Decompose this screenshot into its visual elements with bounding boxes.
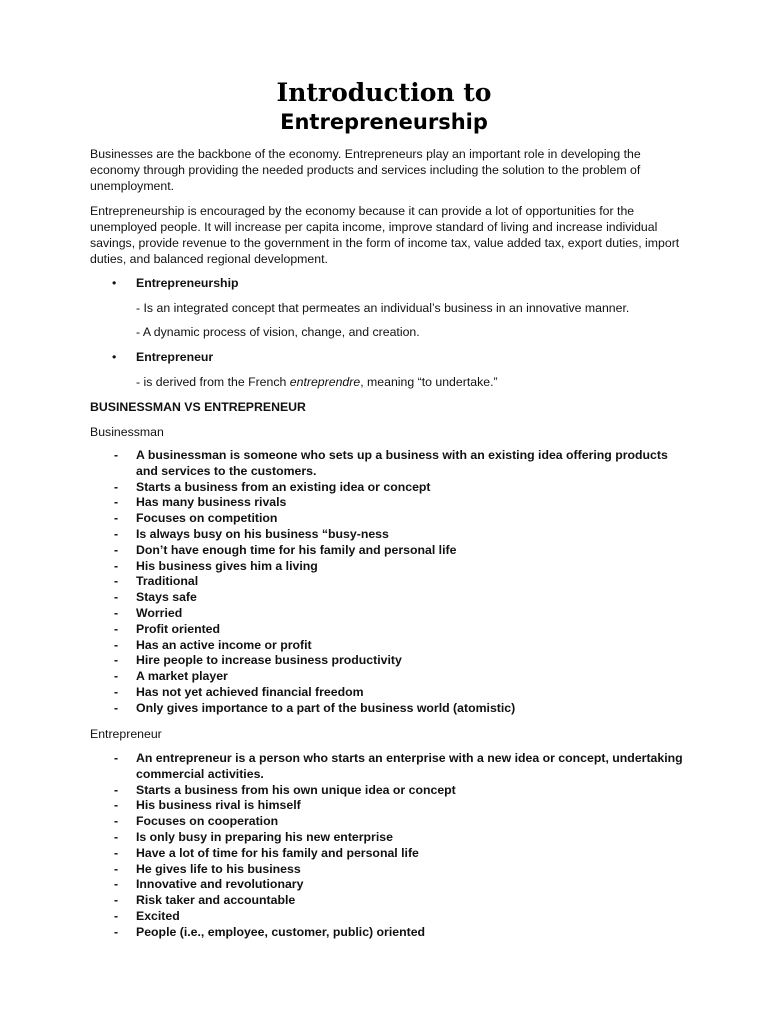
dash-bullet-icon: - bbox=[114, 542, 119, 557]
dash-bullet-icon: - bbox=[114, 751, 119, 765]
dash-bullet-icon: - bbox=[114, 684, 119, 699]
list-item-text: Profit oriented bbox=[136, 621, 221, 636]
list-item bbox=[0, 480, 768, 496]
definition-suffix: , meaning “to undertake.” bbox=[360, 375, 498, 389]
dash-bullet-icon: - bbox=[114, 495, 119, 510]
list-item-text: Stays safe bbox=[136, 590, 197, 605]
list-item-text: Has an active income or profit bbox=[136, 637, 312, 652]
list-item bbox=[0, 701, 768, 717]
list-item bbox=[0, 925, 768, 941]
list-item-text: Hire people to increase business productivity bbox=[136, 653, 402, 668]
list-item-text: Traditional bbox=[136, 574, 199, 589]
businessman-list bbox=[0, 448, 768, 717]
definition-entrepreneur bbox=[112, 349, 213, 365]
list-item-text: Worried bbox=[136, 605, 183, 620]
bullet-icon: • bbox=[112, 350, 117, 364]
dash-bullet-icon: - bbox=[114, 861, 119, 876]
list-item bbox=[0, 448, 768, 480]
entrepreneur-list bbox=[0, 751, 768, 941]
definition-line: - Is an integrated concept that permeates an individual’s business in an innovative manner. bbox=[136, 301, 630, 315]
definition-prefix: - is derived from the French bbox=[136, 375, 290, 389]
list-item bbox=[0, 862, 768, 878]
list-item bbox=[0, 877, 768, 893]
bullet-icon: • bbox=[112, 276, 117, 290]
list-item-text: His business rival is himself bbox=[136, 798, 301, 813]
dash-bullet-icon: - bbox=[114, 845, 119, 860]
dash-bullet-icon: - bbox=[114, 621, 119, 636]
list-item-text: Has not yet achieved financial freedom bbox=[136, 684, 364, 699]
dash-bullet-icon: - bbox=[114, 479, 119, 494]
dash-bullet-icon: - bbox=[114, 814, 119, 829]
dash-bullet-icon: - bbox=[114, 637, 119, 652]
dash-bullet-icon: - bbox=[114, 653, 119, 668]
dash-bullet-icon: - bbox=[114, 782, 119, 797]
list-item bbox=[0, 622, 768, 638]
list-item-text: Don’t have enough time for his family and personal life bbox=[136, 542, 457, 557]
dash-bullet-icon: - bbox=[114, 908, 119, 923]
definition-label: Entrepreneurship bbox=[136, 276, 239, 290]
dash-bullet-icon: - bbox=[114, 558, 119, 573]
french-term: entreprendre bbox=[289, 375, 361, 389]
list-item bbox=[0, 590, 768, 606]
list-item-text: His business gives him a living bbox=[136, 558, 318, 573]
list-item-text: Excited bbox=[136, 908, 180, 923]
comparison-heading: BUSINESSMAN VS ENTREPRENEUR bbox=[90, 400, 306, 414]
dash-bullet-icon: - bbox=[114, 526, 119, 541]
dash-bullet-icon: - bbox=[114, 829, 119, 844]
list-item bbox=[0, 751, 768, 783]
list-item-text: An entrepreneur is a person who starts an enterprise with a new idea or concept, undertaking commercial activities. bbox=[136, 751, 683, 781]
list-item-text: Focuses on cooperation bbox=[136, 814, 279, 829]
list-item-text: Focuses on competition bbox=[136, 511, 278, 526]
list-item-text: Only gives importance to a part of the business world (atomistic) bbox=[136, 700, 516, 715]
list-item bbox=[0, 495, 768, 511]
dash-bullet-icon: - bbox=[114, 700, 119, 715]
list-item bbox=[0, 814, 768, 830]
definition-entrepreneurship bbox=[112, 275, 239, 291]
dash-bullet-icon: - bbox=[114, 877, 119, 892]
list-item-text: Is always busy on his business “busy-ness bbox=[136, 526, 389, 541]
dash-bullet-icon: - bbox=[114, 798, 119, 813]
list-item bbox=[0, 893, 768, 909]
list-item bbox=[0, 783, 768, 799]
dash-bullet-icon: - bbox=[114, 605, 119, 620]
list-item-text: Innovative and revolutionary bbox=[136, 877, 304, 892]
list-item bbox=[0, 685, 768, 701]
definition-label: Entrepreneur bbox=[136, 350, 214, 364]
title-line-1: Introduction to bbox=[276, 78, 492, 107]
intro-paragraph: Businesses are the backbone of the economy. Entrepreneurs play an important role in developing the economy through providing the needed products and services including the solution to the problem of unemployment. bbox=[90, 147, 641, 193]
list-item-text: Has many business rivals bbox=[136, 495, 287, 510]
list-item bbox=[0, 669, 768, 685]
list-item-text: Risk taker and accountable bbox=[136, 893, 296, 908]
list-item bbox=[0, 638, 768, 654]
list-item bbox=[0, 798, 768, 814]
list-item bbox=[0, 559, 768, 575]
list-item bbox=[0, 830, 768, 846]
entrepreneur-heading: Entrepreneur bbox=[90, 727, 162, 741]
list-item-text: He gives life to his business bbox=[136, 861, 301, 876]
list-item bbox=[0, 909, 768, 925]
dash-bullet-icon: - bbox=[114, 924, 119, 939]
dash-bullet-icon: - bbox=[114, 511, 119, 526]
list-item-text: Have a lot of time for his family and personal life bbox=[136, 845, 419, 860]
economy-paragraph: Entrepreneurship is encouraged by the economy because it can provide a lot of opportunities for the unemployed people. It will increase per capita income, improve standard of living and increase individual savings, provide revenue to the government in the form of income tax, value added tax, export duties, import duties, and balanced regional development. bbox=[90, 204, 680, 266]
dash-bullet-icon: - bbox=[114, 590, 119, 605]
list-item-text: A market player bbox=[136, 669, 228, 684]
dash-bullet-icon: - bbox=[114, 574, 119, 589]
definition-line: - A dynamic process of vision, change, and creation. bbox=[136, 325, 420, 339]
dash-bullet-icon: - bbox=[114, 893, 119, 908]
list-item bbox=[0, 846, 768, 862]
dash-bullet-icon: - bbox=[114, 669, 119, 684]
list-item bbox=[0, 653, 768, 669]
list-item bbox=[0, 527, 768, 543]
definition-line bbox=[136, 374, 498, 390]
list-item-text: A businessman is someone who sets up a business with an existing idea offering products and services to the customers. bbox=[136, 448, 668, 478]
list-item bbox=[0, 543, 768, 559]
list-item-text: Is only busy in preparing his new enterprise bbox=[136, 829, 393, 844]
list-item bbox=[0, 511, 768, 527]
list-item bbox=[0, 574, 768, 590]
title-line-2: Entrepreneurship bbox=[280, 110, 488, 134]
businessman-heading: Businessman bbox=[90, 425, 164, 439]
list-item-text: Starts a business from his own unique idea or concept bbox=[136, 782, 456, 797]
dash-bullet-icon: - bbox=[114, 448, 119, 462]
list-item-text: People (i.e., employee, customer, public) oriented bbox=[136, 924, 426, 939]
list-item bbox=[0, 606, 768, 622]
list-item-text: Starts a business from an existing idea or concept bbox=[136, 479, 431, 494]
